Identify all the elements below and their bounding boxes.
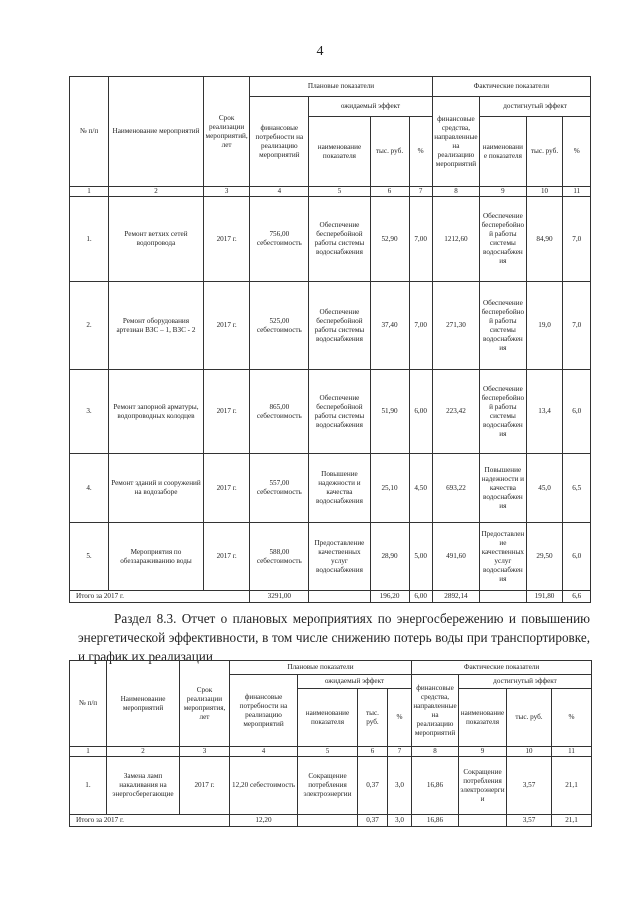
- planned-indicator: Обеспечение бесперебойной работы системы водоснабжения: [309, 282, 370, 370]
- measure-name: Ремонт зданий и сооружений на водозаборе: [109, 454, 204, 523]
- actual-fin: 271,30: [432, 282, 479, 370]
- actual-fin: 693,22: [432, 454, 479, 523]
- planned-pct: 3,0: [388, 757, 412, 815]
- total-actual-rub: 3,57: [507, 815, 552, 827]
- actual-indicator: Сокращение потребления электроэнергии: [459, 757, 507, 815]
- header-num: № п/п: [70, 77, 109, 187]
- actual-fin: 491,60: [432, 523, 479, 591]
- col-num: 2: [107, 747, 180, 757]
- header-num: № п/п: [70, 661, 107, 747]
- planned-indicator: Обеспечение бесперебойной работы системы водоснабжения: [309, 197, 370, 282]
- planned-rub: 52,90: [370, 197, 409, 282]
- total-actual-pct: 6,6: [563, 591, 591, 603]
- col-num: 8: [432, 187, 479, 197]
- measure-term: 2017 г.: [203, 282, 249, 370]
- actual-indicator: Повышение надежности и качества водоснабжения: [480, 454, 526, 523]
- row-num: 1.: [70, 757, 107, 815]
- header-expected-effect: ожидаемый эффект: [298, 675, 412, 689]
- header-rub: тыс. руб.: [370, 117, 409, 187]
- total-pct: 6,00: [409, 591, 432, 603]
- measure-name: Замена ламп накаливания на энергосберегающие: [107, 757, 180, 815]
- measure-term: 2017 г.: [203, 523, 249, 591]
- header-actual-fin: финансовые средства, направленные на реализацию мероприятий: [432, 97, 479, 187]
- measure-name: Ремонт запорной арматуры, водопроводных колодцев: [109, 370, 204, 454]
- total-rub: 0,37: [358, 815, 388, 827]
- actual-rub: 13,4: [526, 370, 563, 454]
- header-term: Срок реализации мероприятий, лет: [203, 77, 249, 187]
- total-actual-fin: 16,86: [412, 815, 459, 827]
- header-indicator: наименование показателя: [298, 689, 358, 747]
- column-number-row: [70, 187, 591, 197]
- header-achieved-effect: достигнутый эффект: [459, 675, 592, 689]
- actual-rub: 84,90: [526, 197, 563, 282]
- planned-pct: 5,00: [409, 523, 432, 591]
- header-achieved-effect: достигнутый эффект: [480, 97, 591, 117]
- col-num: 4: [250, 187, 309, 197]
- col-num: 6: [358, 747, 388, 757]
- actual-indicator: Обеспечение бесперебойной работы системы водоснабжения: [480, 370, 526, 454]
- total-actual-rub: 191,80: [526, 591, 563, 603]
- total-row: [70, 815, 592, 827]
- col-num: 11: [563, 187, 591, 197]
- measure-name: Мероприятия по обеззараживанию воды: [109, 523, 204, 591]
- measures-table-2: [69, 660, 592, 827]
- total-row: [70, 591, 591, 603]
- header-planned: Плановые показатели: [250, 77, 432, 97]
- actual-rub: 45,0: [526, 454, 563, 523]
- col-num: 7: [409, 187, 432, 197]
- actual-rub: 3,57: [507, 757, 552, 815]
- actual-rub: 19,0: [526, 282, 563, 370]
- planned-indicator: Обеспечение бесперебойной работы системы водоснабжения: [309, 370, 370, 454]
- col-num: 10: [526, 187, 563, 197]
- total-empty: [480, 591, 526, 603]
- page-number: 4: [316, 44, 324, 59]
- measure-term: 2017 г.: [180, 757, 230, 815]
- header-indicator-actual: наименование показателя: [459, 689, 507, 747]
- planned-pct: 7,00: [409, 282, 432, 370]
- header-percent-actual: %: [563, 117, 591, 187]
- header-indicator: наименование показателя: [309, 117, 370, 187]
- header-name: Наименование мероприятий: [107, 661, 180, 747]
- actual-indicator: Обеспечение бесперебойной работы системы водоснабжения: [480, 197, 526, 282]
- row-num: 1.: [70, 197, 109, 282]
- planned-fin: 756,00 себестоимость: [250, 197, 309, 282]
- actual-pct: 6,0: [563, 370, 591, 454]
- col-num: 1: [70, 187, 109, 197]
- measure-name: Ремонт ветхих сетей водопровода: [109, 197, 204, 282]
- table-row: [70, 197, 591, 282]
- col-num: 10: [507, 747, 552, 757]
- total-fin: 3291,00: [250, 591, 309, 603]
- planned-pct: 4,50: [409, 454, 432, 523]
- row-num: 5.: [70, 523, 109, 591]
- planned-fin: 525,00 себестоимость: [250, 282, 309, 370]
- total-pct: 3,0: [388, 815, 412, 827]
- total-actual-fin: 2892,14: [432, 591, 479, 603]
- actual-fin: 16,86: [412, 757, 459, 815]
- header-actual: Фактические показатели: [412, 661, 592, 675]
- row-num: 3.: [70, 370, 109, 454]
- planned-rub: 37,40: [370, 282, 409, 370]
- col-num: 8: [412, 747, 459, 757]
- col-num: 5: [309, 187, 370, 197]
- actual-pct: 21,1: [552, 757, 592, 815]
- header-actual-fin: финансовые средства, направленные на реализацию мероприятий: [412, 675, 459, 747]
- actual-pct: 6,0: [563, 523, 591, 591]
- col-num: 5: [298, 747, 358, 757]
- table-row: [70, 454, 591, 523]
- section-title: Раздел 8.3. Отчет о плановых мероприятиях по энергосбережению и повышению энергетической эффективности, в том числе снижению потерь воды при транспортировке, и график их реализации: [78, 611, 590, 664]
- actual-indicator: Предоставление качественных услуг водоснабжения: [480, 523, 526, 591]
- col-num: 9: [480, 187, 526, 197]
- header-rub-actual: тыс. руб.: [507, 689, 552, 747]
- total-rub: 196,20: [370, 591, 409, 603]
- header-name: Наименование мероприятий: [109, 77, 204, 187]
- row-num: 2.: [70, 282, 109, 370]
- actual-fin: 223,42: [432, 370, 479, 454]
- col-num: 9: [459, 747, 507, 757]
- table-row: [70, 282, 591, 370]
- header-percent: %: [409, 117, 432, 187]
- col-num: 3: [180, 747, 230, 757]
- planned-pct: 6,00: [409, 370, 432, 454]
- header-percent-actual: %: [552, 689, 592, 747]
- total-empty: [459, 815, 507, 827]
- col-num: 4: [230, 747, 298, 757]
- table-row: [70, 757, 592, 815]
- header-planned-fin: финансовые потребности на реализацию мероприятий: [230, 675, 298, 747]
- planned-rub: 51,90: [370, 370, 409, 454]
- col-num: 1: [70, 747, 107, 757]
- actual-pct: 6,5: [563, 454, 591, 523]
- planned-indicator: Повышение надежности и качества водоснабжения: [309, 454, 370, 523]
- total-label: Итого за 2017 г.: [70, 591, 250, 603]
- total-fin: 12,20: [230, 815, 298, 827]
- measure-name: Ремонт оборудования артезиан ВЗС – 1, ВЗС - 2: [109, 282, 204, 370]
- col-num: 11: [552, 747, 592, 757]
- header-expected-effect: ожидаемый эффект: [309, 97, 432, 117]
- measure-term: 2017 г.: [203, 370, 249, 454]
- planned-rub: 25,10: [370, 454, 409, 523]
- actual-indicator: Обеспечение бесперебойной работы системы водоснабжения: [480, 282, 526, 370]
- row-num: 4.: [70, 454, 109, 523]
- total-label: Итого за 2017 г.: [70, 815, 230, 827]
- col-num: 2: [109, 187, 204, 197]
- table-row: [70, 523, 591, 591]
- planned-fin: 12,20 себестоимость: [230, 757, 298, 815]
- planned-fin: 865,00 себестоимость: [250, 370, 309, 454]
- header-actual: Фактические показатели: [432, 77, 590, 97]
- header-term: Срок реализации мероприятия, лет: [180, 661, 230, 747]
- header-indicator-actual: наименование показателя: [480, 117, 526, 187]
- total-actual-pct: 21,1: [552, 815, 592, 827]
- planned-fin: 588,00 себестоимость: [250, 523, 309, 591]
- actual-fin: 1212,60: [432, 197, 479, 282]
- actual-rub: 29,50: [526, 523, 563, 591]
- planned-indicator: Предоставление качественных услуг водоснабжения: [309, 523, 370, 591]
- actual-pct: 7,0: [563, 282, 591, 370]
- col-num: 3: [203, 187, 249, 197]
- header-planned: Плановые показатели: [230, 661, 412, 675]
- header-planned-fin: финансовые потребности на реализацию мероприятий: [250, 97, 309, 187]
- actual-pct: 7,0: [563, 197, 591, 282]
- planned-rub: 28,90: [370, 523, 409, 591]
- table-row: [70, 370, 591, 454]
- measures-table-1: [69, 76, 591, 603]
- measure-term: 2017 г.: [203, 197, 249, 282]
- header-percent: %: [388, 689, 412, 747]
- header-rub-actual: тыс. руб.: [526, 117, 563, 187]
- header-rub: тыс. руб.: [358, 689, 388, 747]
- total-empty: [309, 591, 370, 603]
- column-number-row: [70, 747, 592, 757]
- total-empty: [298, 815, 358, 827]
- measure-term: 2017 г.: [203, 454, 249, 523]
- planned-indicator: Сокращение потребления электроэнергии: [298, 757, 358, 815]
- col-num: 6: [370, 187, 409, 197]
- planned-pct: 7,00: [409, 197, 432, 282]
- planned-fin: 557,00 себестоимость: [250, 454, 309, 523]
- planned-rub: 0,37: [358, 757, 388, 815]
- col-num: 7: [388, 747, 412, 757]
